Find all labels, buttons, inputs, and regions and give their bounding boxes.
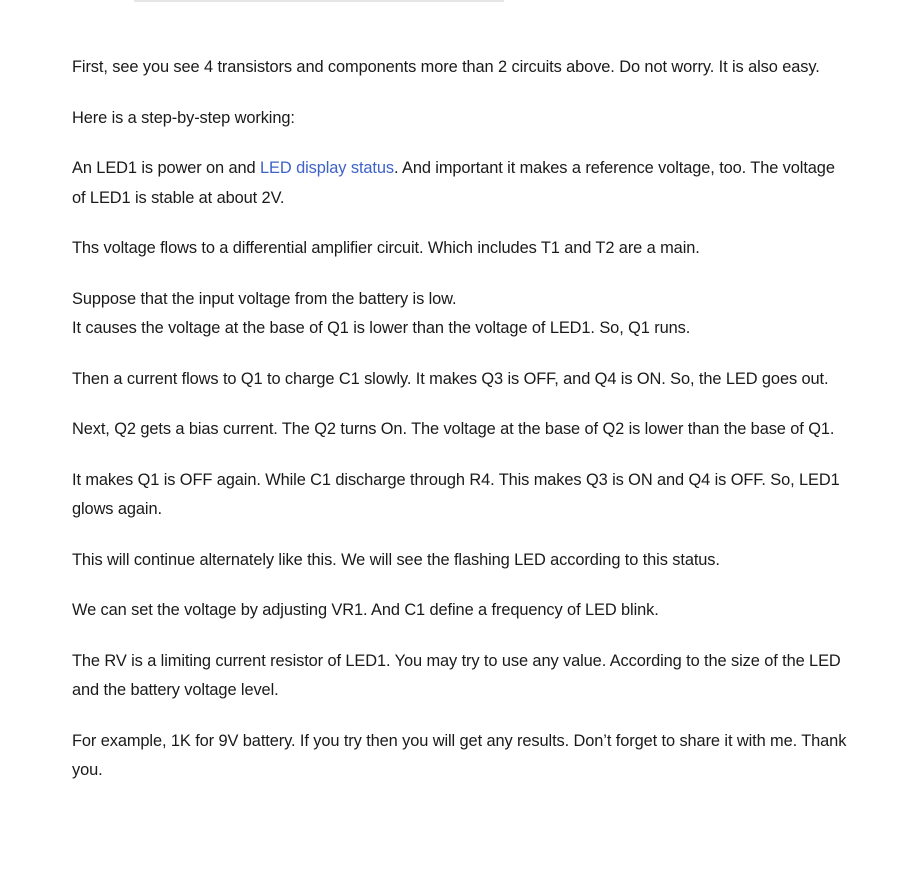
paragraph-intro: First, see you see 4 transistors and components more than 2 circuits above. Do not worry. It is also easy. [72, 58, 820, 76]
led-display-status-link[interactable]: LED display status [260, 159, 394, 177]
paragraph-steps-heading: Here is a step-by-step working: [72, 108, 295, 127]
paragraph-adjust-vr1: We can set the voltage by adjusting VR1. And C1 define a frequency of LED blink. [72, 601, 659, 619]
top-divider [134, 0, 504, 2]
paragraph-alternate: This will continue alternately like this. We will see the flashing LED according to this status. [72, 550, 720, 569]
paragraph-led-reference-start: An LED1 is power on and [72, 159, 261, 177]
paragraph-led-reference-end: . And important it makes a reference voltage, too. The voltage of LED1 is stable at about 2V. [72, 159, 835, 207]
paragraph-rv-resistor: The RV is a limiting current resistor of LED1. You may try to use any value. According to the size of the LED and the battery voltage level. [72, 651, 841, 699]
article-body [72, 53, 852, 807]
paragraph-led-reference [72, 154, 852, 213]
paragraph-example: For example, 1K for 9V battery. If you try then you will get any results. Don’t forget to share it with me. Thank you. [72, 731, 847, 779]
paragraph-c1-discharge: It makes Q1 is OFF again. While C1 discharge through R4. This makes Q3 is ON and Q4 is OFF. So, LED1 glows again. [72, 470, 840, 518]
paragraph-low-voltage: Suppose that the input voltage from the battery is low. [72, 289, 457, 308]
paragraph-q1-runs: It causes the voltage at the base of Q1 is lower than the voltage of LED1. So, Q1 runs. [72, 319, 691, 337]
paragraph-charge-c1: Then a current flows to Q1 to charge C1 slowly. It makes Q3 is OFF, and Q4 is ON. So, the LED goes out. [72, 369, 829, 388]
paragraph-q2-bias: Next, Q2 gets a bias current. The Q2 turns On. The voltage at the base of Q2 is lower than the base of Q1. [72, 420, 835, 438]
paragraph-differential-amplifier: Ths voltage flows to a differential amplifier circuit. Which includes T1 and T2 are a main. [72, 239, 700, 257]
